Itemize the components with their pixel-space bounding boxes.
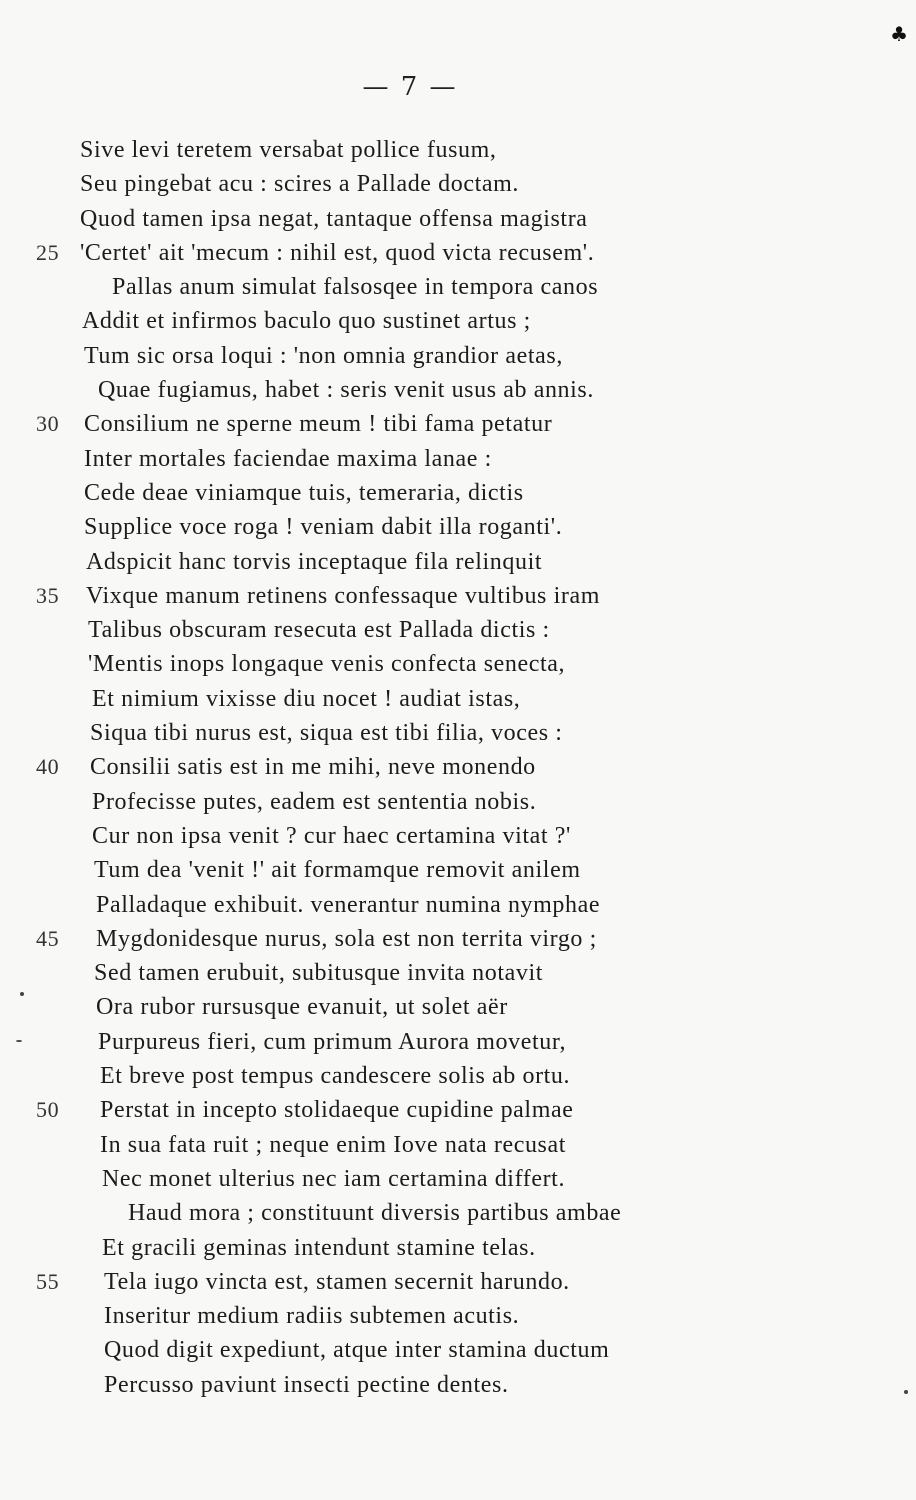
- verse-text: Et breve post tempus candescere solis ab ortu.: [100, 1063, 571, 1090]
- line-number: 35: [36, 582, 60, 608]
- verse-text: Quae fugiamus, habet : seris venit usus ab annis.: [98, 377, 594, 404]
- verse-line: [0, 716, 916, 750]
- verse-text: Vixque manum retinens confessaque vultibus iram: [86, 582, 600, 609]
- verse-text: Inter mortales faciendae maxima lanae :: [84, 445, 492, 472]
- speck: [16, 1040, 22, 1042]
- verse-text: Consilium ne sperne meum ! tibi fama petatur: [84, 411, 553, 438]
- verse-line: [0, 1025, 916, 1059]
- verse-line: [0, 510, 916, 544]
- verse-line: [0, 613, 916, 647]
- verse-text: Et gracili geminas intendunt stamine telas.: [102, 1234, 536, 1261]
- verse-line: [0, 133, 916, 167]
- verse-text: 'Mentis inops longaque venis confecta senecta,: [88, 651, 566, 678]
- verse-text: Quod tamen ipsa negat, tantaque offensa magistra: [80, 205, 588, 232]
- verse-text: Cur non ipsa venit ? cur haec certamina vitat ?': [92, 822, 571, 849]
- corner-mark: ♣: [890, 22, 908, 46]
- verse-line: [0, 442, 916, 476]
- verse-line: [0, 990, 916, 1024]
- verse-text: Sed tamen erubuit, subitusque invita notavit: [94, 960, 544, 987]
- verse-line: [0, 888, 916, 922]
- verse-line: [0, 270, 916, 304]
- line-number: 40: [36, 754, 60, 780]
- verse-text: 'Certet' ait 'mecum : nihil est, quod victa recusem'.: [80, 239, 595, 266]
- verse-line: [0, 1265, 916, 1299]
- verse-line: [0, 750, 916, 784]
- verse-line: [0, 1059, 916, 1093]
- line-number: 30: [36, 411, 60, 437]
- verse-line: [0, 682, 916, 716]
- verse-text: Ora rubor rursusque evanuit, ut solet aër: [96, 994, 508, 1021]
- verse-text: Profecisse putes, eadem est sententia nobis.: [92, 788, 537, 815]
- verse-line: [0, 785, 916, 819]
- verse-line: [0, 956, 916, 990]
- verse-text: Percusso paviunt insecti pectine dentes.: [104, 1371, 509, 1398]
- verse-text: Consilii satis est in me mihi, neve monendo: [90, 754, 536, 781]
- verse-line: [0, 1333, 916, 1367]
- page-number: — 7 —: [362, 72, 458, 102]
- verse-line: [0, 339, 916, 373]
- verse-text: In sua fata ruit ; neque enim Iove nata recusat: [100, 1131, 567, 1158]
- verse-text: Purpureus fieri, cum primum Aurora movetur,: [98, 1028, 567, 1055]
- verse-line: [0, 167, 916, 201]
- verse-line: [0, 1299, 916, 1333]
- verse-line: [0, 407, 916, 441]
- verse-text: Tum dea 'venit !' ait formamque removit anilem: [94, 857, 581, 884]
- verse-text: Tela iugo vincta est, stamen secernit harundo.: [104, 1268, 570, 1295]
- verse-line: [0, 476, 916, 510]
- verse-line: [0, 1231, 916, 1265]
- line-number: 50: [36, 1097, 60, 1123]
- line-number: 25: [36, 239, 60, 265]
- verse-line: [0, 922, 916, 956]
- verse-line: [0, 1162, 916, 1196]
- speck: [904, 1390, 908, 1394]
- verse-line: [0, 202, 916, 236]
- line-number: 45: [36, 925, 60, 951]
- verse-line: [0, 1196, 916, 1230]
- verse-text: Addit et infirmos baculo quo sustinet artus ;: [82, 308, 531, 335]
- verse-text: Haud mora ; constituunt diversis partibus ambae: [128, 1200, 622, 1227]
- verse-text: Pallas anum simulat falsosqee in tempora canos: [112, 274, 599, 301]
- verse-text: Siqua tibi nurus est, siqua est tibi filia, voces :: [90, 720, 563, 747]
- line-number: 55: [36, 1268, 60, 1294]
- verse-text: Palladaque exhibuit. venerantur numina nymphae: [96, 891, 601, 918]
- verse-line: [0, 545, 916, 579]
- verse-text: Sive levi teretem versabat pollice fusum,: [80, 137, 497, 163]
- verse-line: [0, 819, 916, 853]
- verse-text: Talibus obscuram resecuta est Pallada dictis :: [88, 617, 550, 644]
- verse-text: Inseritur medium radiis subtemen acutis.: [104, 1303, 520, 1330]
- verse-text: Quod digit expediunt, atque inter stamina ductum: [104, 1337, 610, 1364]
- verse-line: [0, 1128, 916, 1162]
- verse-line: [0, 236, 916, 270]
- verse-text: Supplice voce roga ! veniam dabit illa roganti'.: [84, 514, 563, 541]
- verse-text: Seu pingebat acu : scires a Pallade doctam.: [80, 171, 519, 198]
- verse-line: [0, 647, 916, 681]
- verse-text: Et nimium vixisse diu nocet ! audiat istas,: [92, 685, 521, 712]
- verse-text: Tum sic orsa loqui : 'non omnia grandior aetas,: [84, 342, 563, 369]
- verse-line: [0, 304, 916, 338]
- verse-line: [0, 579, 916, 613]
- speck: [20, 992, 24, 996]
- verse-line: [0, 373, 916, 407]
- poem-text: [0, 133, 916, 1402]
- verse-text: Nec monet ulterius nec iam certamina differt.: [102, 1165, 566, 1192]
- verse-line: [0, 1093, 916, 1127]
- verse-text: Cede deae viniamque tuis, temeraria, dictis: [84, 479, 524, 506]
- verse-text: Mygdonidesque nurus, sola est non territa virgo ;: [96, 925, 597, 952]
- verse-text: Adspicit hanc torvis inceptaque fila relinquit: [86, 548, 543, 575]
- verse-text: Perstat in incepto stolidaeque cupidine palmae: [100, 1097, 574, 1124]
- verse-line: [0, 853, 916, 887]
- verse-line: [0, 1368, 916, 1402]
